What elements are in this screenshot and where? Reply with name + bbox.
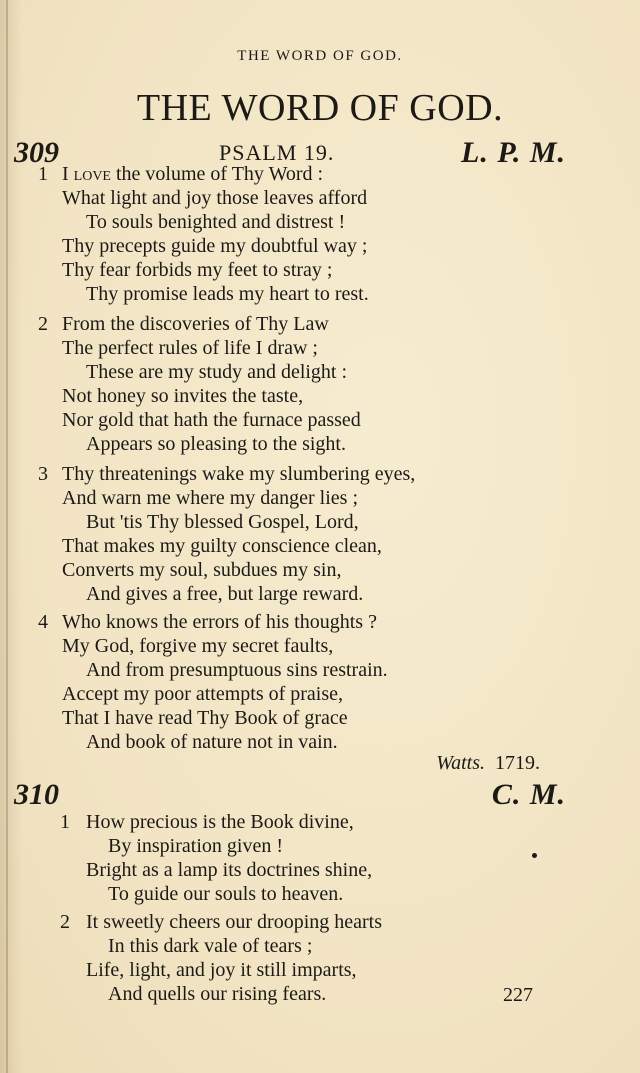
verse-line: And book of nature not in vain. (86, 731, 338, 753)
hymn-attribution (436, 752, 540, 775)
section-title: THE WORD OF GOD. (136, 87, 504, 129)
page-number: 227 (503, 984, 533, 1006)
verse-line: Thy precepts guide my doubtful way ; (62, 235, 368, 257)
verse-line: My God, forgive my secret faults, (62, 635, 334, 657)
verse-line: And quells our rising fears. (108, 983, 327, 1005)
verse-line: Accept my poor attempts of praise, (62, 683, 344, 705)
verse-line: By inspiration given ! (108, 835, 283, 857)
verse-line: Converts my soul, subdues my sin, (62, 559, 342, 581)
verse-line: That makes my guilty conscience clean, (62, 535, 382, 557)
verse-line: It sweetly cheers our drooping hearts (86, 911, 383, 933)
verse-line (62, 162, 323, 186)
hymn-meter: C. M. (491, 778, 566, 811)
hymn-310-header (14, 778, 566, 812)
hymn-meter: L. P. M. (461, 136, 566, 169)
hymn-number: 309 (14, 136, 59, 169)
verse-line: Thy fear forbids my feet to stray ; (62, 259, 333, 281)
verse-line: And warn me where my danger lies ; (62, 487, 359, 509)
hymn-tune: PSALM 19. (219, 140, 335, 165)
stanza-number: 4 (38, 611, 48, 633)
stanza-number: 2 (60, 911, 70, 933)
verse-line: Bright as a lamp its doctrines shine, (86, 859, 373, 881)
verse-line: And gives a free, but large reward. (86, 583, 364, 605)
verse-line: Life, light, and joy it still imparts, (86, 959, 357, 981)
stanza-number: 1 (38, 163, 48, 185)
verse-line: And from presumptuous sins restrain. (86, 659, 388, 681)
verse-line: What light and joy those leaves afford (62, 187, 368, 209)
ink-speck (532, 853, 537, 858)
verse-line: Who knows the errors of his thoughts ? (62, 611, 377, 633)
verse-line: Nor gold that hath the furnace passed (62, 409, 361, 431)
verse-line: Thy promise leads my heart to rest. (86, 283, 369, 305)
verse-line: But 'tis Thy blessed Gospel, Lord, (86, 511, 359, 533)
verse-line: That I have read Thy Book of grace (62, 707, 348, 729)
page-edge (6, 0, 8, 1073)
verse-first-word: I love (62, 163, 111, 185)
verse-line: The perfect rules of life I draw ; (62, 337, 318, 359)
author-year: 1719. (495, 752, 540, 774)
verse-line: Thy threatenings wake my slumbering eyes, (62, 463, 416, 485)
stanza-number: 2 (38, 313, 48, 335)
verse-line: From the discoveries of Thy Law (62, 313, 329, 335)
hymn-number: 310 (14, 778, 59, 811)
verse-line: How precious is the Book divine, (86, 811, 354, 833)
verse-line: Not honey so invites the taste, (62, 385, 304, 407)
verse-line: In this dark vale of tears ; (108, 935, 313, 957)
verse-line: These are my study and delight : (86, 361, 348, 383)
stanza-number: 3 (38, 463, 48, 485)
verse-line: To guide our souls to heaven. (108, 883, 344, 905)
verse-line: To souls benighted and distrest ! (86, 211, 346, 233)
running-head: THE WORD OF GOD. (237, 48, 403, 64)
verse-line-text: the volume of Thy Word : (115, 163, 324, 185)
author-name: Watts. (436, 752, 485, 774)
verse-line: Appears so pleasing to the sight. (86, 433, 346, 455)
stanza-number: 1 (60, 811, 70, 833)
